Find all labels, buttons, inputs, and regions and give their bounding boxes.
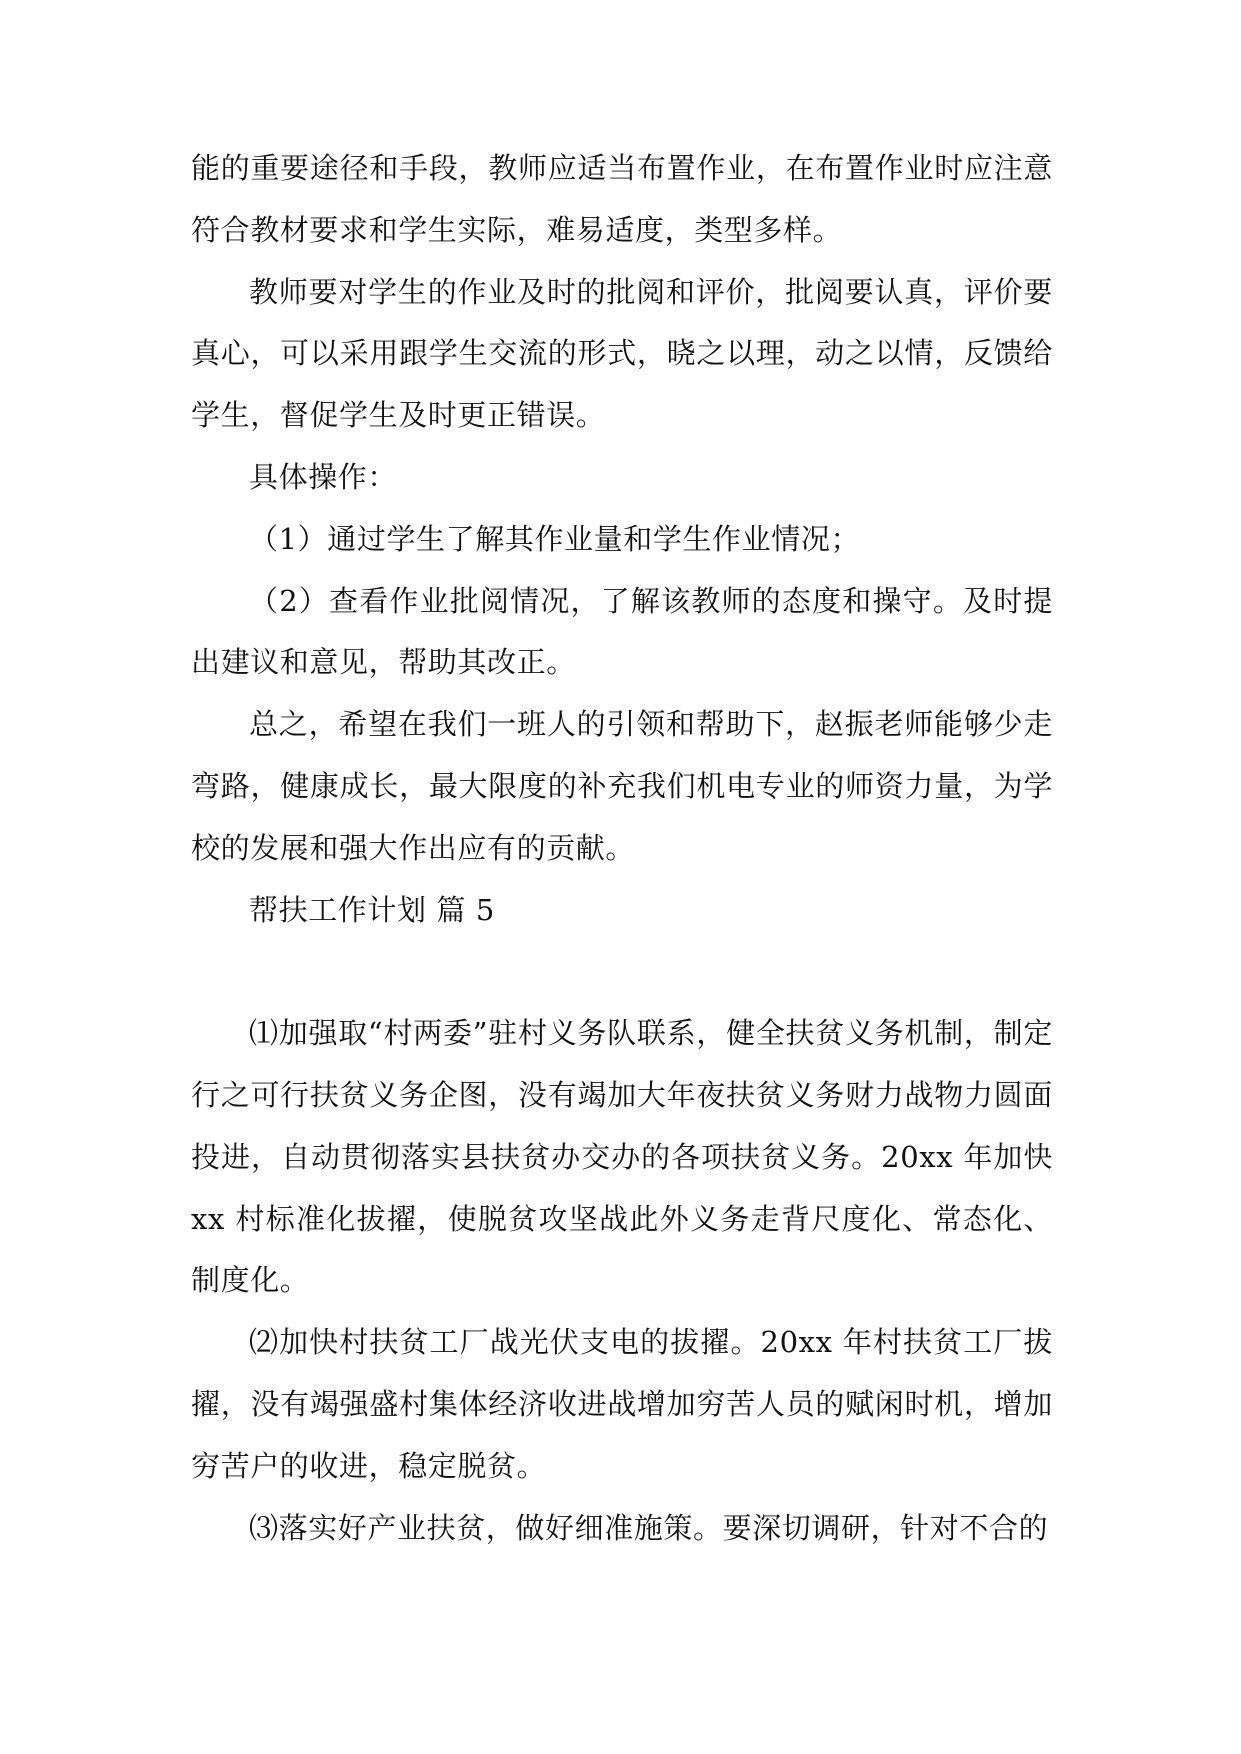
paragraph-operation-2: （2）查看作业批阅情况，了解该教师的态度和操守。及时提出建议和意见，帮助其改正。	[191, 583, 1053, 680]
document-body	[191, 138, 1053, 1559]
paragraph-operations-label: 具体操作：	[249, 459, 398, 494]
paragraph-item-2: ⑵加快村扶贫工厂战光伏支电的拔擢。20xx 年村扶贫工厂拔擢，没有竭强盛村集体经济收进战增加穷苦人员的赋闲时机，增加穷苦户的收进，稳定脱贫。	[191, 1325, 1053, 1483]
paragraph-operation-1: （1）通过学生了解其作业量和学生作业情况；	[249, 521, 861, 556]
paragraph-conclusion: 总之，希望在我们一班人的引领和帮助下，赵振老师能够少走弯路，健康成长，最大限度的补充我们机电专业的师资力量，为学校的发展和强大作出应有的贡献。	[191, 707, 1053, 865]
paragraph-continued: 能的重要途径和手段，教师应适当布置作业，在布置作业时应注意符合教材要求和学生实际，难易适度，类型多样。	[191, 151, 1053, 247]
blank-line	[191, 941, 1053, 1003]
paragraph-item-1: ⑴加强取“村两委”驻村义务队联系，健全扶贫义务机制，制定行之可行扶贫义务企图，没有竭加大年夜扶贫义务财力战物力圆面投进，自动贯彻落实县扶贫办交办的各项扶贫义务。20xx 年加快 xx 村标准化拔擢，使脱贫攻坚战此外义务走背尺度化、常态化、制度化。	[191, 1016, 1053, 1298]
paragraph-item-3: ⑶落实好产业扶贫，做好细准施策。要深切调研，针对不合的	[249, 1510, 1049, 1545]
section-heading: 帮扶工作计划 篇 5	[249, 892, 495, 927]
paragraph-homework-review: 教师要对学生的作业及时的批阅和评价，批阅要认真，评价要真心，可以采用跟学生交流的形式，晓之以理，动之以情，反馈给学生，督促学生及时更正错误。	[191, 274, 1053, 433]
